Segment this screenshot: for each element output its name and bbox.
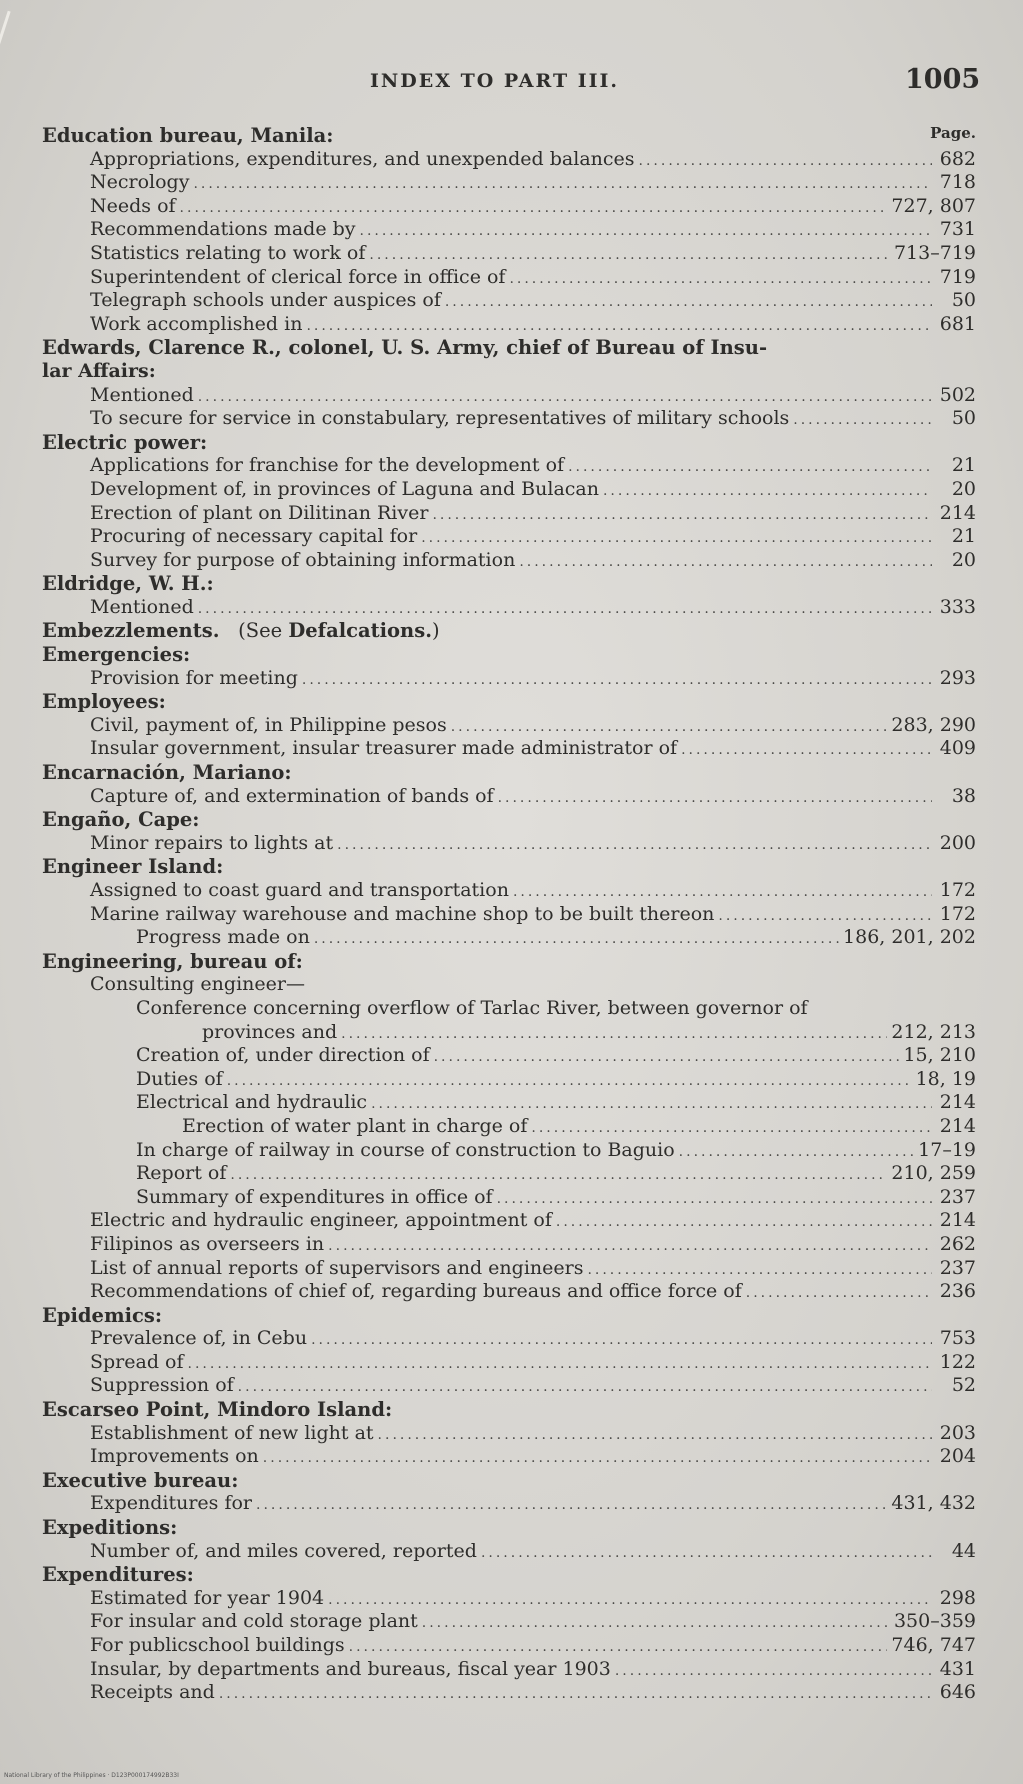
entry-text: Recommendations of chief of, regarding bureaus and office force of: [90, 1280, 742, 1303]
page-reference: 186, 201, 202: [843, 926, 976, 949]
entry-text: Suppression of: [90, 1374, 234, 1397]
page-reference: 52: [951, 1374, 976, 1397]
see-target: Defalcations.: [288, 619, 432, 643]
page-reference: 172: [939, 902, 976, 925]
index-entry: [42, 643, 976, 667]
entry-text: Conference concerning overflow of Tarlac River, between governor of: [136, 996, 808, 1019]
page-reference: 200: [939, 831, 976, 854]
page-reference: 210, 259: [891, 1162, 976, 1185]
index-entry: [42, 1280, 976, 1304]
dot-leader: [422, 1612, 890, 1636]
index-entry: [42, 242, 976, 266]
dot-leader: [227, 1070, 912, 1094]
index-entry: [42, 1209, 976, 1233]
entry-text: Consulting engineer—: [90, 973, 305, 996]
dot-leader: [568, 456, 932, 480]
page-reference: 20: [951, 548, 976, 571]
entry-text: Progress made on: [136, 926, 310, 949]
index-entry: [42, 1186, 976, 1210]
index-entry: [42, 1091, 976, 1115]
entry-text: Recommendations made by: [90, 218, 356, 241]
index-entry: [42, 714, 976, 738]
index-entry: [42, 124, 976, 148]
page-reference: 172: [939, 879, 976, 901]
entry-heading: Edwards, Clarence R., colonel, U. S. Army, chief of Bureau of Insu-: [42, 336, 768, 360]
entry-heading: Escarseo Point, Mindoro Island:: [42, 1398, 393, 1422]
index-entry: [42, 1257, 976, 1281]
page-reference: 293: [939, 666, 976, 689]
index-entry: [42, 1681, 976, 1705]
entry-text: Estimated for year 1904: [90, 1586, 325, 1609]
dot-leader: [603, 480, 932, 504]
page-reference: 203: [939, 1421, 976, 1444]
dot-leader: [193, 173, 932, 197]
index-entry: [42, 336, 976, 360]
page-reference: 753: [939, 1327, 976, 1350]
entry-text: Creation of, under direction of: [136, 1044, 430, 1067]
dot-leader: [302, 669, 932, 693]
entry-text: To secure for service in constabulary, representatives of military schools: [90, 407, 790, 430]
index-entry: [42, 879, 976, 903]
page-reference: 204: [939, 1445, 976, 1468]
page-reference: 713–719: [893, 241, 976, 264]
page-reference: 719: [939, 265, 976, 288]
dot-leader: [238, 1376, 932, 1400]
page-reference: 237: [939, 1256, 976, 1279]
dot-leader: [679, 1141, 914, 1165]
entry-text: Capture of, and extermination of bands of: [90, 784, 494, 807]
index-entry: [42, 407, 976, 431]
page-reference: 18, 19: [915, 1067, 976, 1090]
page-reference: 15, 210: [903, 1044, 976, 1067]
index-entry: [42, 1398, 976, 1422]
index-entry: [42, 1374, 976, 1398]
entry-text: Work accomplished in: [90, 312, 303, 335]
entry-heading: Emergencies:: [42, 643, 191, 667]
entry-text: Civil, payment of, in Philippine pesos: [90, 713, 447, 736]
entry-text: For insular and cold storage plant: [90, 1610, 418, 1633]
index-entry: [42, 667, 976, 691]
page-reference: 646: [939, 1681, 976, 1704]
index-entry: [42, 1422, 976, 1446]
dot-leader: [219, 1683, 932, 1707]
entry-text: provinces and: [202, 1020, 338, 1043]
index-entry: [42, 1304, 976, 1328]
entry-text: Marine railway warehouse and machine shop to be built thereon: [90, 902, 715, 925]
index-entry: [42, 1233, 976, 1257]
page-reference: 38: [951, 784, 976, 807]
dot-leader: [434, 1046, 900, 1070]
index-entry: [42, 148, 976, 172]
dot-leader: [451, 716, 888, 740]
page-reference: 50: [951, 289, 976, 312]
entry-heading: Executive bureau:: [42, 1468, 239, 1492]
entry-heading: Epidemics:: [42, 1303, 163, 1327]
entry-text: Filipinos as overseers in: [90, 1232, 325, 1255]
entry-text: Number of, and miles covered, reported: [90, 1539, 477, 1562]
page-reference: 682: [939, 147, 976, 170]
scan-credit: National Library of the Philippines · D123P000174992B33I: [4, 1772, 179, 1779]
dot-leader: [263, 1447, 932, 1471]
entry-heading: Engineering, bureau of:: [42, 949, 303, 973]
index-entry: [42, 1139, 976, 1163]
index-entry: [42, 1540, 976, 1564]
index-entry: [42, 596, 976, 620]
dot-leader: [681, 739, 932, 763]
index-entry: [42, 289, 976, 313]
running-title: INDEX TO PART III.: [370, 70, 620, 92]
dot-leader: [378, 1424, 932, 1448]
entry-text: Necrology: [90, 171, 190, 194]
index-entry: [42, 360, 976, 384]
entry-text: Erection of water plant in charge of: [182, 1114, 528, 1137]
entry-text: Mentioned: [90, 383, 194, 406]
entry-text: For publicschool buildings: [90, 1634, 345, 1656]
entry-text: Procuring of necessary capital for: [90, 525, 418, 548]
entry-text: Appropriations, expenditures, and unexpended balances: [90, 147, 635, 170]
index-entry: [42, 1516, 976, 1540]
page-reference: 122: [939, 1350, 976, 1373]
entry-text: Telegraph schools under auspices of: [90, 289, 441, 312]
index-entry: [42, 1068, 976, 1092]
index-entry: [42, 171, 976, 195]
index-entry: [42, 1162, 976, 1186]
entry-text: Development of, in provinces of Laguna and Bulacan: [90, 477, 599, 500]
dot-leader: [481, 1542, 932, 1566]
dot-leader: [328, 1589, 932, 1613]
page-reference: 214: [939, 501, 976, 524]
index-entry: [42, 1021, 976, 1045]
page-reference: 214: [939, 1209, 976, 1232]
index-entry: [42, 761, 976, 785]
dot-leader: [180, 197, 888, 221]
index-entry: [42, 1469, 976, 1493]
see-prefix: (See: [238, 619, 283, 643]
index-entry: [42, 926, 976, 950]
entry-heading: Expenditures:: [42, 1563, 194, 1587]
index-entry: [42, 1587, 976, 1611]
page-reference: 212, 213: [891, 1020, 976, 1043]
entry-text: Summary of expenditures in office of: [136, 1185, 493, 1208]
index-entry: [42, 549, 976, 573]
index-entry: [42, 478, 976, 502]
see-reference: [220, 619, 440, 642]
index-entry: [42, 313, 976, 337]
index-entry: [42, 1044, 976, 1068]
page-reference: 502: [939, 383, 976, 406]
entry-text: Minor repairs to lights at: [90, 831, 334, 854]
entry-text: Spread of: [90, 1350, 184, 1373]
page-reference: 214: [939, 1114, 976, 1137]
dot-leader: [793, 409, 932, 433]
dot-leader: [230, 1164, 887, 1188]
dot-leader: [531, 1117, 932, 1141]
entry-text: Expenditures for: [90, 1492, 253, 1515]
dot-leader: [421, 527, 932, 551]
page-reference: 718: [939, 171, 976, 194]
entry-text: Report of: [136, 1162, 227, 1185]
dot-leader: [587, 1259, 932, 1283]
dot-leader: [519, 551, 932, 575]
dot-leader: [445, 291, 932, 315]
entry-text: Receipts and: [90, 1681, 215, 1704]
entry-text: Mentioned: [90, 595, 194, 618]
page-reference: 727, 807: [891, 194, 976, 217]
page-reference: 17–19: [918, 1138, 976, 1161]
dot-leader: [306, 315, 932, 339]
dot-leader: [328, 1235, 932, 1259]
dot-leader: [349, 1636, 888, 1660]
dot-leader: [311, 1329, 932, 1353]
page-reference: 21: [951, 525, 976, 548]
page-reference: 431, 432: [891, 1492, 976, 1515]
dot-leader: [509, 268, 932, 292]
index-entry: [42, 855, 976, 879]
dot-leader: [513, 881, 932, 905]
index-entry: [42, 572, 976, 596]
index-entry: [42, 195, 976, 219]
entry-heading: Education bureau, Manila:: [42, 124, 334, 147]
index-entry: [42, 690, 976, 714]
index-entry: [42, 525, 976, 549]
index-entry: [42, 997, 976, 1021]
dot-leader: [371, 1093, 932, 1117]
entry-text: Electrical and hydraulic: [136, 1091, 368, 1114]
dot-leader: [188, 1353, 932, 1377]
entry-text: Establishment of new light at: [90, 1421, 374, 1444]
dot-leader: [198, 598, 932, 622]
page-reference: 50: [951, 407, 976, 430]
page-reference: 21: [951, 454, 976, 477]
page-reference: 44: [951, 1539, 976, 1562]
index-entry: [42, 950, 976, 974]
index-entry: [42, 832, 976, 856]
page-reference: 431: [939, 1657, 976, 1680]
index-entry: [42, 1634, 976, 1658]
dot-leader: [556, 1211, 932, 1235]
entry-text: Needs of: [90, 194, 176, 217]
entry-heading: Embezzlements.: [42, 619, 220, 643]
entry-heading: Engaño, Cape:: [42, 808, 200, 832]
page-reference: 333: [939, 595, 976, 618]
page-reference: 237: [939, 1185, 976, 1208]
page-column-label: Page.: [930, 124, 976, 142]
entry-text: Improvements on: [90, 1445, 259, 1468]
entry-heading: Employees:: [42, 690, 166, 714]
index-entry: [42, 737, 976, 761]
dot-leader: [615, 1660, 932, 1684]
page-reference: 262: [939, 1232, 976, 1255]
index-entry: [42, 1563, 976, 1587]
dot-leader: [497, 1188, 932, 1212]
index-entry: [42, 619, 976, 643]
entry-heading: Engineer Island:: [42, 855, 224, 879]
entry-heading: Electric power:: [42, 430, 208, 454]
see-suffix: ): [431, 619, 440, 643]
dot-leader: [369, 244, 890, 268]
index-entry: [42, 1327, 976, 1351]
dot-leader: [337, 834, 932, 858]
entry-text: Erection of plant on Dilitinan River: [90, 501, 429, 524]
entry-text: Electric and hydraulic engineer, appointment of: [90, 1209, 552, 1232]
index-list: [42, 124, 976, 1705]
page-reference: 283, 290: [891, 713, 976, 736]
entry-text: Statistics relating to work of: [90, 241, 366, 264]
dot-leader: [314, 928, 839, 952]
page-reference: 681: [939, 312, 976, 335]
entry-text: Insular, by departments and bureaus, fiscal year 1903: [90, 1657, 611, 1680]
dot-leader: [498, 787, 932, 811]
entry-heading: Expeditions:: [42, 1516, 178, 1540]
entry-text: Survey for purpose of obtaining information: [90, 548, 516, 571]
page-reference: 298: [939, 1586, 976, 1609]
index-entry: [42, 973, 976, 997]
entry-heading: Encarnación, Mariano:: [42, 761, 292, 785]
scan-artifact: [0, 11, 11, 59]
dot-leader: [256, 1494, 887, 1518]
dot-leader: [746, 1282, 932, 1306]
index-entry: [42, 1445, 976, 1469]
dot-leader: [341, 1023, 887, 1047]
index-entry: [42, 266, 976, 290]
entry-text: Provision for meeting: [90, 666, 298, 689]
entry-text: Insular government, insular treasurer made administrator of: [90, 737, 678, 760]
index-entry: [42, 502, 976, 526]
page-reference: 214: [939, 1091, 976, 1114]
entry-text: List of annual reports of supervisors and engineers: [90, 1256, 584, 1279]
index-entry: [42, 1658, 976, 1682]
page-reference: 20: [951, 477, 976, 500]
index-entry: [42, 431, 976, 455]
page-reference: 746, 747: [891, 1634, 976, 1656]
entry-heading: Eldridge, W. H.:: [42, 572, 214, 596]
dot-leader: [639, 150, 932, 174]
entry-text: Applications for franchise for the development of: [90, 454, 565, 477]
dot-leader: [360, 220, 933, 244]
dot-leader: [718, 905, 932, 929]
index-entry: [42, 808, 976, 832]
index-entry: [42, 218, 976, 242]
entry-text: Duties of: [136, 1067, 223, 1090]
index-entry: [42, 903, 976, 927]
index-entry: [42, 1492, 976, 1516]
page-reference: 409: [939, 737, 976, 760]
page-reference: 731: [939, 218, 976, 241]
index-entry: [42, 1610, 976, 1634]
page-reference: 350–359: [893, 1610, 976, 1633]
entry-heading: lar Affairs:: [42, 359, 156, 382]
index-entry: [42, 1351, 976, 1375]
page-reference: 236: [939, 1280, 976, 1303]
dot-leader: [198, 386, 932, 410]
entry-text: In charge of railway in course of construction to Baguio: [136, 1138, 675, 1161]
index-entry: [42, 384, 976, 408]
index-entry: [42, 454, 976, 478]
entry-text: Superintendent of clerical force in office of: [90, 265, 506, 288]
dot-leader: [432, 504, 932, 528]
entry-text: Assigned to coast guard and transportation: [90, 879, 509, 901]
entry-text: Prevalence of, in Cebu: [90, 1327, 308, 1350]
index-entry: [42, 1115, 976, 1139]
page-header: [0, 64, 1023, 104]
page-number: 1005: [905, 64, 981, 95]
index-entry: [42, 785, 976, 809]
